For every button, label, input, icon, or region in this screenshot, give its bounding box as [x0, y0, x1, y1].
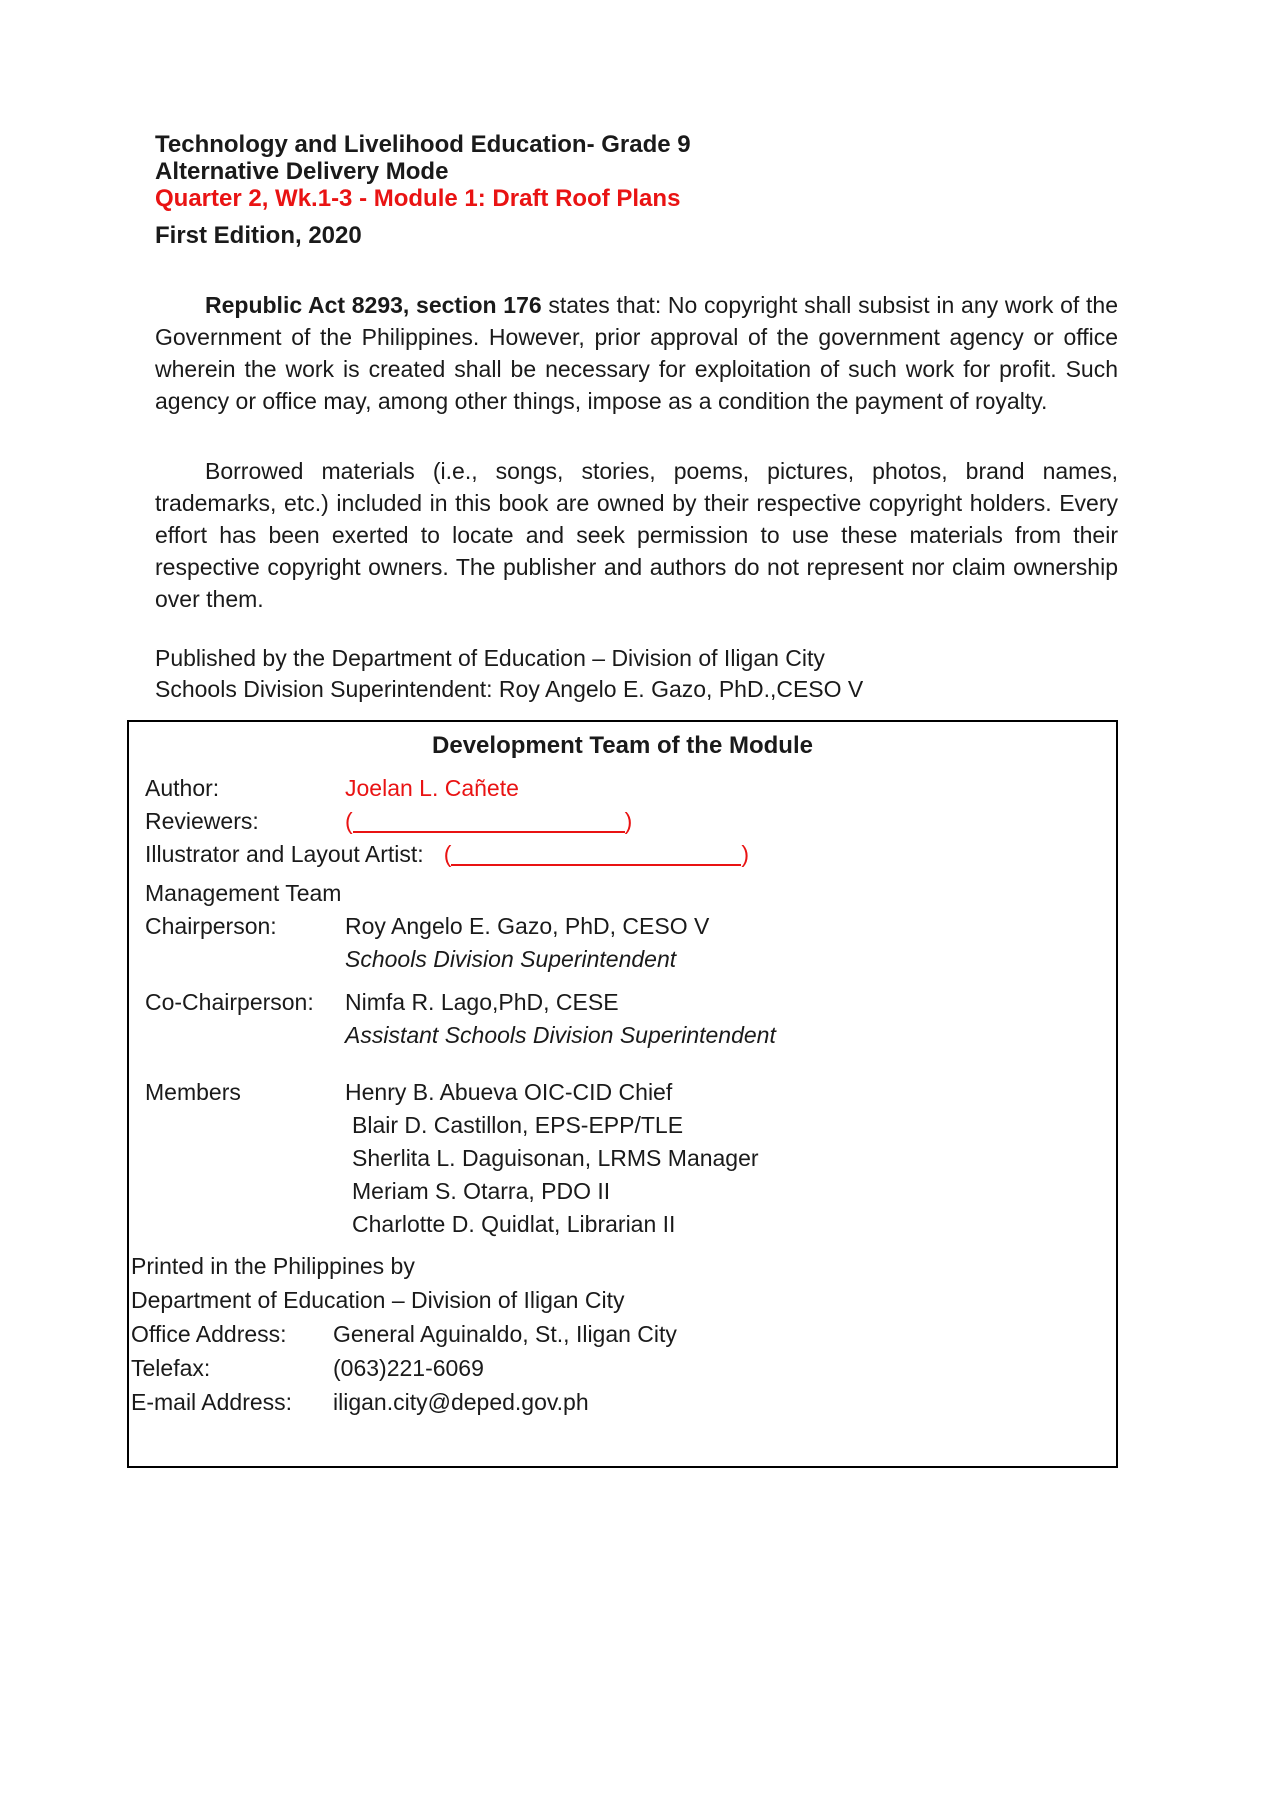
- member-item: Charlotte D. Quidlat, Librarian II: [352, 1211, 676, 1237]
- chairperson-row: [145, 910, 1100, 976]
- superintendent-line: Schools Division Superintendent: Roy Angelo E. Gazo, PhD.,CESO V: [155, 676, 864, 702]
- chairperson-details: [345, 910, 709, 976]
- publisher-block: [155, 643, 1118, 705]
- office-address-label: Office Address:: [131, 1321, 287, 1347]
- cochairperson-label: Co-Chairperson:: [145, 989, 314, 1015]
- management-team-label: Management Team: [145, 880, 342, 906]
- author-row: [145, 772, 1100, 805]
- chairperson-name: Roy Angelo E. Gazo, PhD, CESO V: [345, 913, 710, 939]
- cochairperson-title: Assistant Schools Division Superintendent: [345, 1022, 776, 1048]
- email-row: [131, 1385, 1100, 1419]
- close-paren: ): [624, 808, 633, 834]
- delivery-mode-line: Alternative Delivery Mode: [155, 158, 449, 185]
- author-name: Joelan L. Cañete: [345, 775, 519, 801]
- open-paren: (: [443, 841, 452, 867]
- module-header: [155, 131, 1118, 249]
- illustrator-row: [145, 838, 1100, 871]
- cochairperson-row: [145, 986, 1100, 1052]
- email-label: E-mail Address:: [131, 1389, 293, 1415]
- printed-in-line: Printed in the Philippines by: [131, 1253, 415, 1279]
- telefax-label: Telefax:: [131, 1355, 211, 1381]
- member-item: Meriam S. Otarra, PDO II: [352, 1178, 611, 1204]
- illustrator-label: Illustrator and Layout Artist:: [145, 841, 424, 867]
- borrowed-materials-paragraph: Borrowed materials (i.e., songs, stories, poems, pictures, photos, brand names, trademarks, etc.) included in this book are owned by their respective copyright holders. Every effort has been exerted to locate and seek permission to use these materials from their respective copyright owners. The publisher and authors do not represent nor claim ownership over them.: [155, 458, 1118, 612]
- edition-line: First Edition, 2020: [155, 222, 362, 249]
- members-label: Members: [145, 1079, 241, 1105]
- author-label: Author:: [145, 775, 220, 801]
- close-paren: ): [741, 841, 750, 867]
- reviewers-row: [145, 805, 1100, 838]
- email-value: iligan.city@deped.gov.ph: [333, 1389, 589, 1415]
- printing-department-line: Department of Education – Division of Iligan City: [131, 1287, 625, 1313]
- members-list: [345, 1076, 759, 1241]
- chairperson-title: Schools Division Superintendent: [345, 946, 677, 972]
- development-team-box: [127, 720, 1118, 1468]
- telefax-row: [131, 1351, 1100, 1385]
- telefax-value: (063)221-6069: [333, 1355, 484, 1381]
- blank-underline: [353, 831, 625, 833]
- cochairperson-details: [345, 986, 776, 1052]
- republic-act-lead: Republic Act 8293, section 176: [205, 292, 542, 318]
- published-by-line: Published by the Department of Education – Division of Iligan City: [155, 645, 825, 671]
- quarter-module-line: Quarter 2, Wk.1-3 - Module 1: Draft Roof Plans: [155, 185, 681, 212]
- members-row: [145, 1076, 1100, 1241]
- office-address-row: [131, 1317, 1100, 1351]
- reviewers-label: Reviewers:: [145, 808, 259, 834]
- printer-info-block: [131, 1249, 1100, 1419]
- main-content: [155, 131, 1118, 705]
- copyright-act-paragraph: [155, 289, 1118, 417]
- member-item: Henry B. Abueva OIC-CID Chief: [345, 1079, 673, 1105]
- chairperson-label: Chairperson:: [145, 913, 277, 939]
- illustrator-blank-field: [444, 838, 749, 871]
- blank-underline: [451, 864, 741, 866]
- module-title-line: Technology and Livelihood Education- Grade 9: [155, 131, 691, 158]
- open-paren: (: [345, 808, 353, 834]
- reviewers-blank-field: [345, 805, 632, 838]
- office-address-value: General Aguinaldo, St., Iligan City: [333, 1321, 677, 1347]
- member-item: Blair D. Castillon, EPS-EPP/TLE: [352, 1112, 684, 1138]
- cochairperson-name: Nimfa R. Lago,PhD, CESE: [345, 989, 619, 1015]
- member-item: Sherlita L. Daguisonan, LRMS Manager: [352, 1145, 759, 1171]
- republic-act-text: states that: No copyright shall subsist in any work of the Government of the Philippines. However, prior approval of the government agency or office wherein the work is created shall be necessary for exploitation of such work for profit. Such agency or office may, among other things, impose as a condition the payment of royalty.: [155, 292, 1118, 414]
- team-box-title: Development Team of the Module: [432, 732, 813, 759]
